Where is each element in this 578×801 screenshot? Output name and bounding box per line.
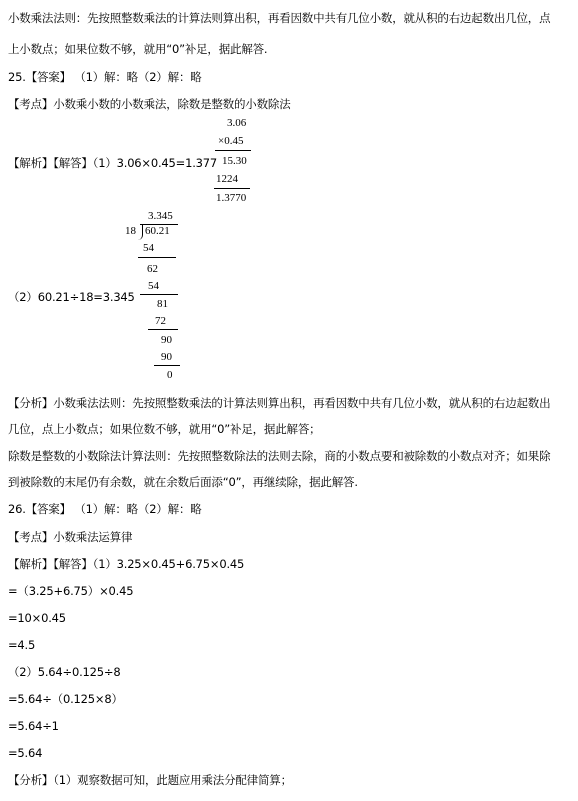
division-divisor: 18 xyxy=(125,225,136,237)
solution-line: =10×0.45 xyxy=(8,611,66,625)
division-step: 54 xyxy=(143,242,154,254)
division-rule xyxy=(138,257,176,258)
solution-line: =（3.25+6.75）×0.45 xyxy=(8,584,134,598)
division-step: 54 xyxy=(148,280,159,292)
solution-line: （2）5.64÷0.125÷8 xyxy=(8,665,121,679)
solution-line: =5.64÷（0.125×8） xyxy=(8,692,123,706)
division-step: 72 xyxy=(155,315,166,327)
division-step: 62 xyxy=(147,263,158,275)
calc-rule xyxy=(214,188,250,189)
calc-partial-product: 15.30 xyxy=(222,155,247,167)
division-step: 90 xyxy=(161,334,172,346)
analysis-line: 几位，点上小数点；如果位数不够，就用“0”补足，据此解答； xyxy=(8,422,321,436)
answer-heading: 25.【答案】 （1）解：略（2）解：略 xyxy=(8,70,202,84)
solution-line: 【解析】【解答】（1）3.06×0.45=1.377 xyxy=(8,156,218,170)
calc-rule xyxy=(215,150,251,151)
calc-product: 1.3770 xyxy=(216,192,247,204)
solution-line: =4.5 xyxy=(8,638,36,652)
calc-multiplier: ×0.45 xyxy=(218,135,244,147)
answer-heading: 26.【答案】 （1）解：略（2）解：略 xyxy=(8,502,202,516)
solution-line: =5.64 xyxy=(8,746,43,760)
division-rule xyxy=(148,329,178,330)
text-line: 小数乘法法则：先按照整数乘法的计算法则算出积，再看因数中共有几位小数，就从积的右边起数出几位，点 xyxy=(8,11,551,25)
division-bracket xyxy=(138,224,143,240)
division-dividend: 60.21 xyxy=(145,225,170,237)
solution-line: 【解析】【解答】（1）3.25×0.45+6.75×0.45 xyxy=(8,557,245,571)
calc-multiplicand: 3.06 xyxy=(227,117,247,129)
analysis-line: 【分析】（1）观察数据可知，此题应用乘法分配律简算； xyxy=(8,773,292,787)
calc-partial-product: 1224 xyxy=(216,173,238,185)
division-rule xyxy=(154,365,180,366)
division-step: 90 xyxy=(161,351,172,363)
knowledge-point: 【考点】小数乘小数的小数乘法，除数是整数的小数除法 xyxy=(8,97,291,111)
solution-line: （2）60.21÷18=3.345 xyxy=(8,290,135,304)
solution-line: =5.64÷1 xyxy=(8,719,59,733)
division-rule xyxy=(140,294,178,295)
knowledge-point: 【考点】小数乘法运算律 xyxy=(8,530,133,544)
division-step: 0 xyxy=(167,369,173,381)
text-line: 上小数点；如果位数不够，就用“0”补足，据此解答. xyxy=(8,42,268,56)
analysis-line: 到被除数的末尾仍有余数，就在余数后面添“0”，再继续除，据此解答. xyxy=(8,475,358,489)
division-quotient: 3.345 xyxy=(148,210,173,222)
division-step: 81 xyxy=(157,298,168,310)
analysis-line: 【分析】小数乘法法则：先按照整数乘法的计算法则算出积，再看因数中共有几位小数，就从积的右边起数出 xyxy=(8,396,551,410)
analysis-line: 除数是整数的小数除法计算法则：先按照整数除法的法则去除，商的小数点要和被除数的小数点对齐；如果除 xyxy=(8,449,551,463)
